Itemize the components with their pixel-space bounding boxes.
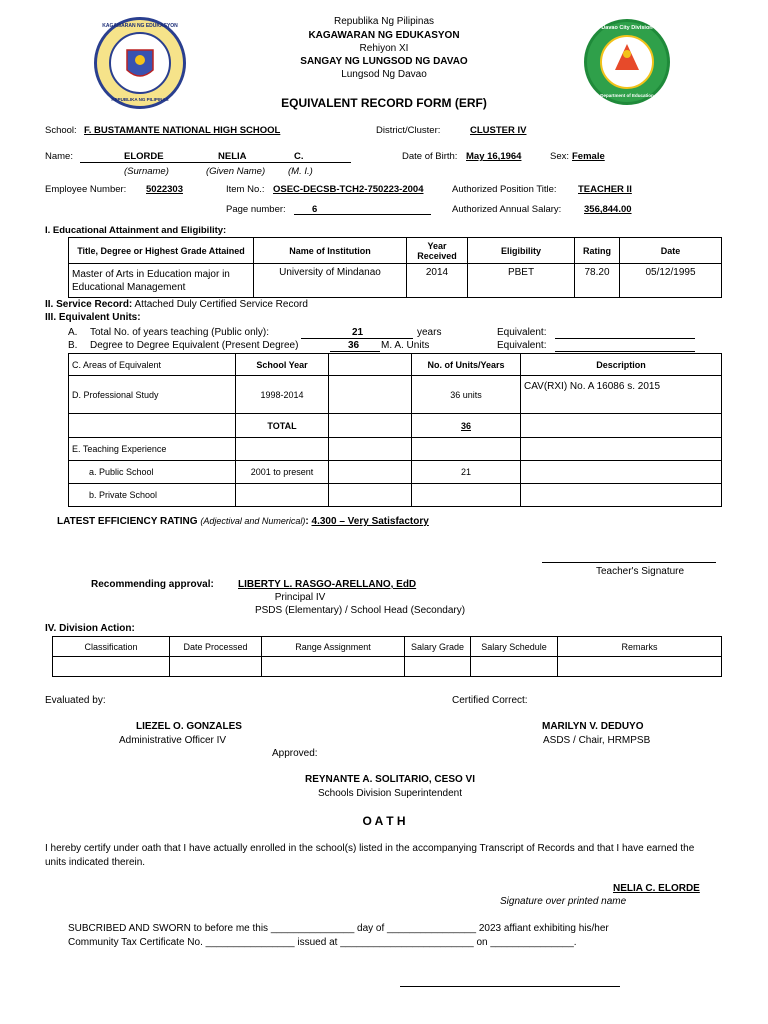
eq-public-year: 2001 to present <box>236 461 329 484</box>
eq-total-blank2 <box>329 414 412 438</box>
name-underline <box>80 162 351 163</box>
sex-label: Sex: <box>550 151 570 162</box>
item-b-text: Degree to Degree Equivalent (Present Degree) <box>90 340 299 351</box>
employee-number-label: Employee Number: <box>45 184 127 195</box>
oath-signer-caption: Signature over printed name <box>500 896 627 907</box>
district-label: District/Cluster: <box>376 125 441 136</box>
deped-seal <box>94 17 186 109</box>
efficiency-rating-sub: (Adjectival and Numerical) <box>200 516 306 526</box>
eq-professional-label: D. Professional Study <box>69 376 236 414</box>
item-a-equivalent-label: Equivalent: <box>497 327 547 338</box>
eq-private-year <box>236 484 329 507</box>
item-b-value: 36 <box>348 340 360 351</box>
division-seal-sub: Department of Education <box>600 93 654 98</box>
recommending-label: Recommending approval: <box>91 579 214 590</box>
form-title: EQUIVALENT RECORD FORM (ERF) <box>281 96 487 110</box>
teacher-signature-line <box>542 562 716 563</box>
div-header-range: Range Assignment <box>262 637 405 657</box>
certifier-title: ASDS / Chair, HRMPSB <box>543 735 651 746</box>
edu-header-institution: Name of Institution <box>254 238 407 264</box>
eq-private-label: b. Private School <box>69 484 236 507</box>
education-table <box>68 237 722 298</box>
eq-total-blank3 <box>521 414 722 438</box>
evaluated-by-label: Evaluated by: <box>45 695 106 706</box>
eq-public-blank <box>329 461 412 484</box>
certifier-name: MARILYN V. DEDUYO <box>542 721 644 732</box>
equivalent-units-table <box>68 353 722 507</box>
eq-header-school-year: School Year <box>236 354 329 376</box>
employee-number-value: 5022303 <box>146 184 183 195</box>
annual-salary-value: 356,844.00 <box>584 204 632 215</box>
edu-degree: Master of Arts in Education major in Educational Management <box>69 264 254 298</box>
annual-salary-label: Authorized Annual Salary: <box>452 204 562 215</box>
recommending-title2: PSDS (Elementary) / School Head (Secondary) <box>254 605 466 616</box>
deped-seal-sub: REPUBLIKA NG PILIPINAS <box>111 97 169 102</box>
sworn-line-1: SUBCRIBED AND SWORN to before me this _______________ day of ________________ 2023 affiant exhibiting his/her <box>68 923 609 934</box>
item-b-equivalent-line <box>555 351 695 352</box>
section3-heading: III. Equivalent Units: <box>45 312 141 323</box>
div-cell-salary-grade <box>405 657 471 677</box>
header-region: Rehiyon XI <box>359 43 409 54</box>
div-header-date-processed: Date Processed <box>170 637 262 657</box>
recommending-title1: Principal IV <box>274 592 326 603</box>
eq-header-areas: C. Areas of Equivalent <box>69 354 236 376</box>
service-record-line <box>45 299 308 310</box>
eq-teaching-label: E. Teaching Experience <box>69 438 236 461</box>
oath-title: O A T H <box>362 814 406 828</box>
oath-text: I hereby certify under oath that I have actually enrolled in the school(s) listed in the accompanying Transcript of Records and that I have earned the units indicated therein. <box>45 843 695 868</box>
eq-public-units: 21 <box>412 461 521 484</box>
surname-value: ELORDE <box>124 151 164 162</box>
certified-correct-label: Certified Correct: <box>452 695 528 706</box>
middle-initial-caption: (M. I.) <box>288 166 313 177</box>
item-number-value: OSEC-DECSB-TCH2-750223-2004 <box>273 184 424 195</box>
div-header-salary-grade: Salary Grade <box>405 637 471 657</box>
eq-total-label: TOTAL <box>236 414 329 438</box>
item-a-unit: years <box>417 327 442 338</box>
edu-header-title: Title, Degree or Highest Grade Attained <box>69 238 254 264</box>
eq-public-desc <box>521 461 722 484</box>
edu-header-eligibility: Eligibility <box>468 238 575 264</box>
efficiency-rating-line <box>57 516 429 527</box>
dob-label: Date of Birth: <box>402 151 458 162</box>
school-label: School: <box>45 125 77 136</box>
item-b-equivalent-label: Equivalent: <box>497 340 547 351</box>
eq-header-blank <box>329 354 412 376</box>
division-seal <box>584 19 670 105</box>
eq-teaching-blank2 <box>329 438 412 461</box>
administering-officer-line <box>400 986 620 987</box>
item-a-underline <box>301 338 413 339</box>
edu-header-year: Year Received <box>407 238 468 264</box>
deped-seal-text: KAGAWARAN NG EDUKASYON <box>102 23 178 29</box>
eq-private-blank <box>329 484 412 507</box>
eq-professional-desc: CAV(RXI) No. A 16086 s. 2015 <box>521 376 722 414</box>
div-cell-date-processed <box>170 657 262 677</box>
eq-teaching-blank3 <box>412 438 521 461</box>
evaluator-name: LIEZEL O. GONZALES <box>136 721 242 732</box>
edu-eligibility: PBET <box>468 264 575 298</box>
header-department: KAGAWARAN NG EDUKASYON <box>308 30 460 41</box>
item-a-equivalent-line <box>555 338 695 339</box>
sex-value: Female <box>572 151 605 162</box>
page-number-value: 6 <box>312 204 318 215</box>
eq-teaching-blank1 <box>236 438 329 461</box>
item-a-letter: A. <box>68 327 78 338</box>
division-action-table <box>52 636 722 677</box>
section1-heading: I. Educational Attainment and Eligibility: <box>45 225 227 236</box>
eq-total-value: 36 <box>412 414 521 438</box>
middle-initial-value: C. <box>294 151 304 162</box>
given-name-value: NELIA <box>218 151 247 162</box>
efficiency-rating-colon: : <box>305 516 309 527</box>
evaluator-title: Administrative Officer IV <box>119 735 227 746</box>
edu-year: 2014 <box>407 264 468 298</box>
header-republic: Republika Ng Pilipinas <box>333 16 435 27</box>
item-a-text: Total No. of years teaching (Public only): <box>90 327 269 338</box>
edu-date: 05/12/1995 <box>620 264 722 298</box>
eq-total-blank1 <box>69 414 236 438</box>
edu-rating: 78.20 <box>575 264 620 298</box>
edu-institution: University of Mindanao <box>254 264 407 298</box>
division-seal-text: Davao City Division <box>601 25 653 31</box>
section4-heading: IV. Division Action: <box>45 623 135 634</box>
eq-header-description: Description <box>521 354 722 376</box>
sworn-line-2: Community Tax Certificate No. ________________ issued at ________________________ on _______________. <box>68 937 577 948</box>
eq-professional-units: 36 units <box>412 376 521 414</box>
item-b-underline <box>330 351 380 352</box>
eq-private-units <box>412 484 521 507</box>
surname-caption: (Surname) <box>124 166 169 177</box>
recommending-name: LIBERTY L. RASGO-ARELLANO, EdD <box>238 579 417 590</box>
item-a-value: 21 <box>352 327 364 338</box>
div-cell-range <box>262 657 405 677</box>
eq-private-desc <box>521 484 722 507</box>
page-number-label: Page number: <box>226 204 286 215</box>
school-value: F. BUSTAMANTE NATIONAL HIGH SCHOOL <box>84 125 281 136</box>
teacher-signature-caption: Teacher's Signature <box>596 566 685 577</box>
approved-label: Approved: <box>272 748 318 759</box>
item-b-letter: B. <box>68 340 78 351</box>
eq-professional-year: 1998-2014 <box>236 376 329 414</box>
header-division: SANGAY NG LUNGSOD NG DAVAO <box>300 56 468 67</box>
given-name-caption: (Given Name) <box>206 166 266 177</box>
dob-value: May 16,1964 <box>466 151 522 162</box>
edu-header-rating: Rating <box>575 238 620 264</box>
div-header-remarks: Remarks <box>558 637 722 657</box>
eq-teaching-blank4 <box>521 438 722 461</box>
div-header-classification: Classification <box>53 637 170 657</box>
efficiency-rating-label: LATEST EFFICIENCY RATING <box>57 516 198 527</box>
name-label: Name: <box>45 151 73 162</box>
div-cell-remarks <box>558 657 722 677</box>
position-title-value: TEACHER II <box>578 184 632 195</box>
div-header-salary-schedule: Salary Schedule <box>471 637 558 657</box>
item-number-label: Item No.: <box>226 184 265 195</box>
service-record-label: II. Service Record: <box>45 299 133 310</box>
div-cell-classification <box>53 657 170 677</box>
header-city: Lungsod Ng Davao <box>341 69 427 80</box>
service-record-text: Attached Duly Certified Service Record <box>134 299 308 310</box>
item-b-unit: M. A. Units <box>381 340 430 351</box>
eq-header-units: No. of Units/Years <box>412 354 521 376</box>
district-value: CLUSTER IV <box>470 125 527 136</box>
approver-name: REYNANTE A. SOLITARIO, CESO VI <box>304 774 475 785</box>
eq-public-label: a. Public School <box>69 461 236 484</box>
div-cell-salary-schedule <box>471 657 558 677</box>
oath-signer-name: NELIA C. ELORDE <box>613 883 700 894</box>
efficiency-rating-value: 4.300 – Very Satisfactory <box>311 516 429 527</box>
edu-header-date: Date <box>620 238 722 264</box>
approver-title: Schools Division Superintendent <box>318 788 462 799</box>
eq-professional-blank <box>329 376 412 414</box>
position-title-label: Authorized Position Title: <box>452 184 557 195</box>
